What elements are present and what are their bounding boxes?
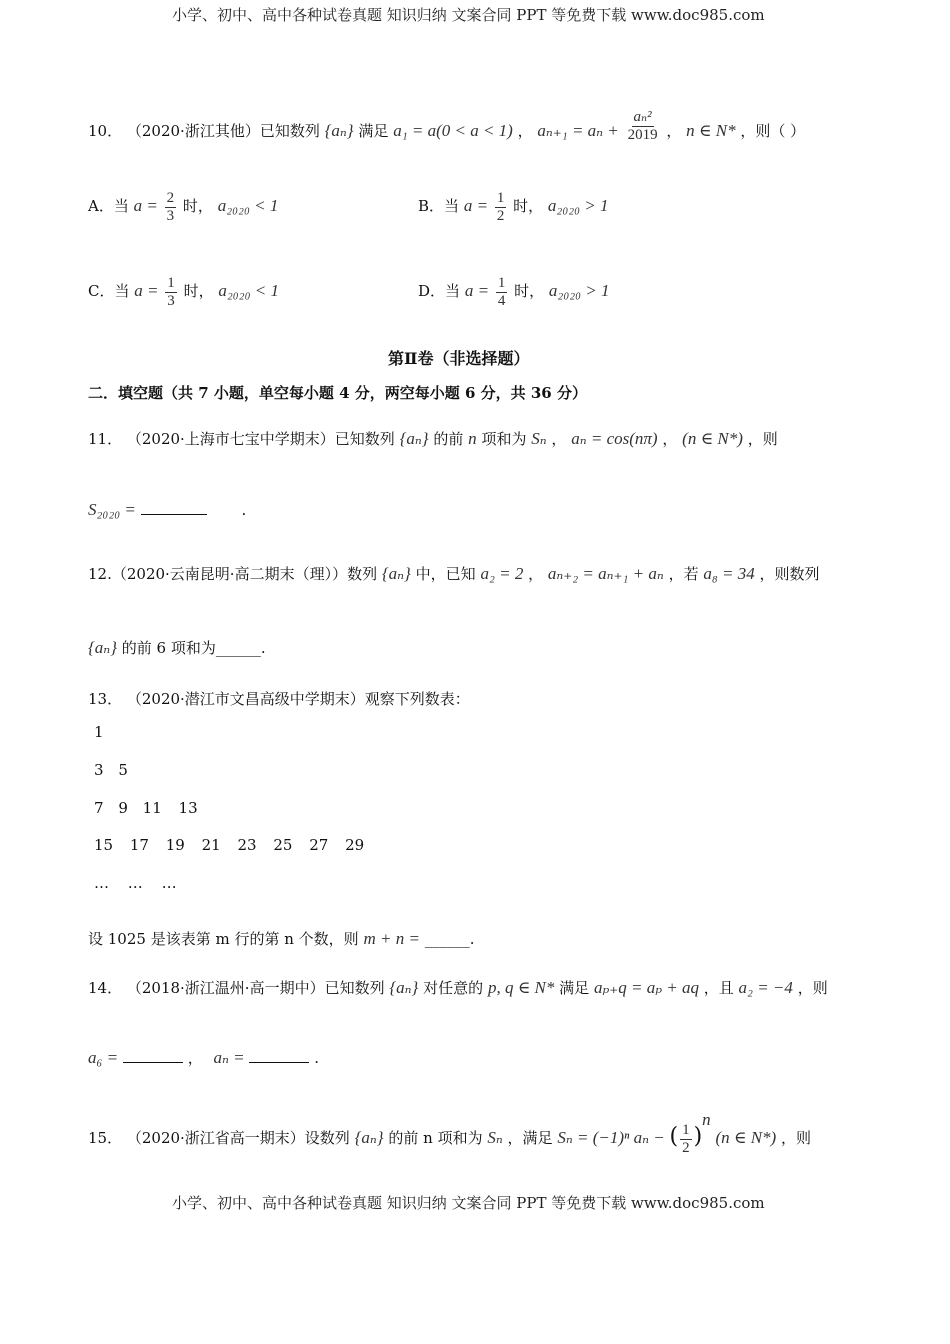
q14-tail: ，则 — [797, 979, 828, 997]
q12-c2: aₙ₊₂ = aₙ₊₁ + aₙ — [547, 564, 664, 583]
option-d-mid: 时， — [514, 282, 545, 300]
q15-t1: 的前 n 项和为 — [388, 1129, 483, 1147]
q14-text: 14． （2018·浙江温州·高一期中）已知数列 — [88, 979, 385, 997]
q13-cell: 3 — [94, 761, 104, 779]
option-d-num: 1 — [497, 275, 506, 291]
q14-t3: ，且 — [703, 979, 734, 997]
q13-cell: 25 — [273, 836, 293, 854]
q14-t2: 满足 — [559, 979, 590, 997]
q15-paren-close: ) — [693, 1124, 703, 1149]
q15-half-num: 1 — [682, 1122, 690, 1138]
q11-cond: (n ∈ N*) — [682, 429, 743, 448]
q15-half-den: 2 — [682, 1139, 690, 1156]
option-d-var: a = — [464, 281, 490, 300]
q13-cell: 23 — [237, 836, 257, 854]
option-a-var: a = — [133, 196, 158, 215]
q11-sep2: ， — [662, 430, 678, 448]
q13-row-5 — [94, 874, 177, 892]
q11-text: 11． （2020·上海市七宝中学期末）已知数列 — [88, 430, 395, 448]
q13-row-4 — [94, 836, 364, 854]
q11-end: . — [241, 501, 247, 519]
q14-an: aₙ = — [213, 1048, 245, 1067]
q10-text: 满足 — [358, 122, 389, 140]
q10-frac-den: 2019 — [627, 126, 658, 143]
q12-c1: a₂ = 2 — [480, 564, 524, 583]
option-c-label: C．当 — [88, 282, 130, 300]
q13-cell: 7 — [94, 799, 104, 817]
part-title: 二．填空题（共 7 小题，单空每小题 4 分，两空每小题 6 分，共 36 分） — [88, 384, 587, 402]
q13-row-2 — [94, 761, 128, 779]
option-a-fraction — [165, 190, 177, 224]
q13-cell: 27 — [309, 836, 329, 854]
option-c-fraction — [165, 275, 177, 309]
q13-cell: 21 — [201, 836, 221, 854]
option-a-den: 3 — [166, 207, 175, 224]
q11-n: n — [468, 429, 477, 448]
q12-text: 12.（2020·云南昆明·高二期末（理））数列 — [88, 565, 378, 583]
option-b-num: 1 — [496, 190, 505, 206]
q14-sep: ， — [187, 1049, 203, 1067]
option-b-mid: 时， — [513, 197, 544, 215]
q11-sep: ， — [551, 430, 567, 448]
q14-t1: 对任意的 — [423, 979, 484, 997]
q11-S: Sₙ — [531, 429, 547, 448]
q10-cond1: a₁ = a(0 < a < 1) — [393, 121, 513, 140]
q14-end: . — [314, 1049, 319, 1067]
option-a-mid: 时， — [182, 197, 213, 215]
q14-c2: aₚ₊q = aₚ + aq — [593, 978, 699, 997]
q13-formula: m + n = — [363, 929, 420, 948]
q13-cell: 11 — [142, 799, 162, 817]
q12-tail: ，则数列 — [759, 565, 820, 583]
q14-a6: a₆ = — [88, 1048, 119, 1067]
option-c-den: 3 — [167, 292, 175, 309]
q12-seq2: {aₙ} — [88, 638, 117, 657]
q13-text: 设 1025 是该表第 m 行的第 n 个数，则 — [88, 930, 359, 948]
q12-c3: a₈ = 34 — [703, 564, 755, 583]
q14-seq: {aₙ} — [389, 978, 419, 997]
q10-source: （2020·浙江其他）已知数列 — [126, 122, 320, 140]
q13-cell: 13 — [178, 799, 198, 817]
page-header: 小学、初中、高中各种试卷真题 知识归纳 文案合同 PPT 等免费下载 www.doc985.com — [172, 6, 765, 24]
option-c-var: a = — [134, 281, 159, 300]
option-c-num: 1 — [167, 275, 175, 291]
q11-tail: ，则 — [747, 430, 778, 448]
q15-exp: n — [702, 1110, 711, 1129]
q11-answer-blank[interactable] — [141, 500, 207, 515]
q14-answer-line — [88, 1047, 319, 1068]
q15-S: Sₙ — [487, 1128, 503, 1147]
q11-t2: 项和为 — [481, 430, 527, 448]
option-c-mid: 时， — [183, 282, 214, 300]
q10-frac-num: aₙ² — [633, 109, 652, 125]
option-d-label: D．当 — [418, 282, 461, 300]
q15-formula: Sₙ = (−1)ⁿ aₙ − — [557, 1128, 665, 1147]
q11-t1: 的前 — [433, 430, 464, 448]
q15-t2: ，满足 — [507, 1129, 553, 1147]
q10-seq: {aₙ} — [324, 121, 354, 140]
q10-sep2: ， — [666, 122, 682, 140]
q13-cell: … — [127, 874, 143, 892]
q11-formula: aₙ = cos(nπ) — [571, 429, 658, 448]
option-b-var: a = — [463, 196, 489, 215]
q10-sep: ， — [517, 122, 533, 140]
q15-tail: ，则 — [780, 1129, 811, 1147]
q13-cell: 1 — [94, 723, 104, 741]
q10-tail: ，则（ ） — [740, 122, 806, 140]
option-a-result: a₂₀₂₀ < 1 — [217, 196, 279, 215]
q12-t1: 中，已知 — [415, 565, 476, 583]
q12-seq: {aₙ} — [381, 564, 411, 583]
option-b-fraction — [495, 190, 507, 224]
option-b-result: a₂₀₂₀ > 1 — [547, 196, 609, 215]
q14-blank-a6[interactable] — [123, 1048, 183, 1063]
q12-sep: ， — [528, 565, 544, 583]
question-11 — [88, 428, 778, 449]
question-14 — [88, 977, 828, 998]
q15-seq: {aₙ} — [354, 1128, 384, 1147]
q13-cell: 15 — [94, 836, 114, 854]
q10-number: 10． — [88, 122, 123, 140]
q10-option-b[interactable] — [418, 190, 609, 224]
option-b-label: B．当 — [418, 197, 460, 215]
question-13: 13． （2020·潜江市文昌高级中学期末）观察下列数表： — [88, 690, 470, 708]
q14-c1: p, q ∈ N* — [487, 978, 555, 997]
q12-t2: ，若 — [668, 565, 699, 583]
option-c-result: a₂₀₂₀ < 1 — [218, 281, 279, 300]
option-a-num: 2 — [166, 190, 175, 206]
q14-c3: a₂ = −4 — [738, 978, 793, 997]
q10-fraction — [626, 109, 660, 143]
q10-cond3: n ∈ N* — [686, 121, 736, 140]
q13-cell: 17 — [129, 836, 149, 854]
question-12 — [88, 563, 820, 584]
q11-seq: {aₙ} — [399, 429, 429, 448]
q10-cond2: aₙ₊₁ = aₙ + — [537, 121, 619, 140]
q13-cell: 29 — [345, 836, 365, 854]
q13-cell: … — [161, 874, 177, 892]
q14-blank-an[interactable] — [249, 1048, 309, 1063]
q13-row-3 — [94, 799, 198, 817]
q13-question — [88, 928, 475, 949]
q13-cell: 5 — [118, 761, 128, 779]
option-d-den: 4 — [497, 292, 506, 309]
q13-cell: 9 — [118, 799, 128, 817]
question-15 — [88, 1110, 811, 1156]
section-title: 第Ⅱ卷（非选择题） — [388, 349, 530, 368]
q11-S2020: S₂₀₂₀ = — [88, 500, 136, 519]
q15-text: 15． （2020·浙江省高一期末）设数列 — [88, 1129, 350, 1147]
q15-cond: (n ∈ N*) — [715, 1128, 777, 1147]
q13-cell: … — [94, 874, 109, 892]
q13-row-1 — [94, 723, 104, 741]
option-d-result: a₂₀₂₀ > 1 — [548, 281, 610, 300]
q13-end: ______. — [424, 930, 475, 948]
page-footer: 小学、初中、高中各种试卷真题 知识归纳 文案合同 PPT 等免费下载 www.doc985.com — [172, 1194, 765, 1212]
q10-option-a[interactable] — [88, 190, 278, 224]
q11-answer-line — [88, 500, 246, 520]
q12-line2-text: 的前 6 项和为______. — [121, 639, 266, 657]
q10-option-c[interactable] — [88, 275, 279, 309]
q10-option-d[interactable] — [418, 275, 610, 309]
question-10 — [88, 109, 806, 149]
option-b-den: 2 — [496, 207, 505, 224]
q15-half — [680, 1122, 692, 1156]
option-a-label: A．当 — [88, 197, 129, 215]
q12-line2 — [88, 637, 266, 658]
option-d-fraction — [496, 275, 508, 309]
q13-cell: 19 — [165, 836, 185, 854]
q15-paren-open: ( — [669, 1124, 679, 1149]
